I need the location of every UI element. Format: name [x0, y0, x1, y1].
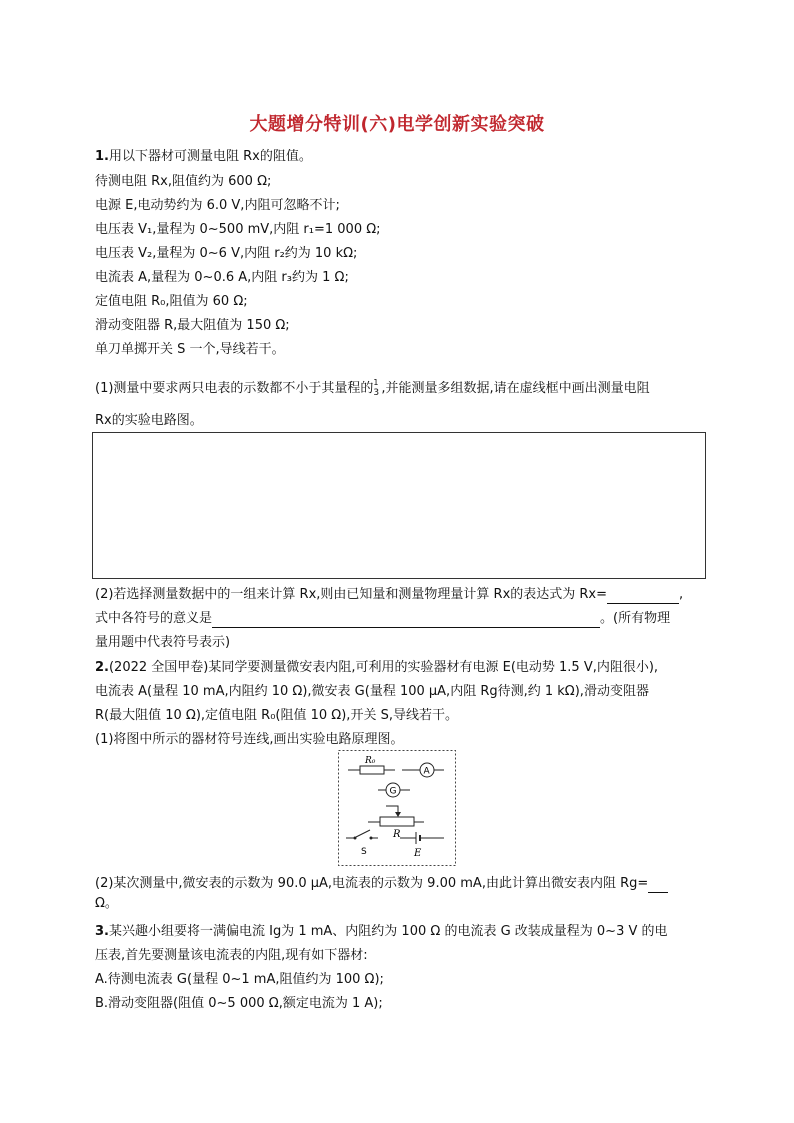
page-title: 大题增分特训(六)电学创新实验突破: [249, 114, 545, 135]
q1-item-3: 电压表 V₁,量程为 0~500 mV,内阻 r₁=1 000 Ω;: [95, 222, 381, 237]
q2-part2-text-a: (2)某次测量中,微安表的示数为 90.0 μA,电流表的示数为 9.00 mA,由此计算出微安表内阻 Rg=: [95, 876, 649, 891]
switch-symbol: [356, 830, 370, 837]
q2-part2-line: [95, 875, 668, 893]
fraction-denominator: 3: [373, 388, 380, 398]
q1-item-5: 电流表 A,量程为 0~0.6 A,内阻 r₃约为 1 Ω;: [95, 270, 349, 285]
q1-part2-text-d: 量用题中代表符号表示): [95, 635, 231, 650]
q2-part2-text-b: Ω。: [95, 896, 118, 911]
q3-number: 3.: [95, 924, 109, 939]
q1-part2-text-a: (2)若选择测量数据中的一组来计算 Rx,则由已知量和测量物理量计算 Rx的表达式为 Rx=: [95, 587, 608, 602]
q2-line-2: 电流表 A(量程 10 mA,内阻约 10 Ω),微安表 G(量程 100 μA,内阻 Rg待测,约 1 kΩ),滑动变阻器: [95, 684, 649, 699]
answer-blank-rg[interactable]: [648, 878, 668, 893]
q1-item-1: 待测电阻 Rx,阻值约为 600 Ω;: [95, 174, 272, 189]
q3-line-1: [95, 923, 668, 941]
r0-label: R₀: [365, 756, 376, 766]
q2-number: 2.: [95, 660, 109, 675]
comma: ,: [679, 587, 684, 602]
q1-part2-line: [95, 586, 683, 604]
q1-item-8: 单刀单掷开关 S 一个,导线若干。: [95, 342, 285, 357]
q1-number: 1.: [95, 149, 109, 164]
q1-part1-text-c: Rx的实验电路图。: [95, 413, 203, 428]
q2-text-1: (2022 全国甲卷)某同学要测量微安表内阻,可利用的实验器材有电源 E(电动势 1.5 V,内阻很小),: [108, 660, 659, 675]
q1-item-7: 滑动变阻器 R,最大阻值为 150 Ω;: [95, 318, 290, 333]
q3-item-b: B.滑动变阻器(阻值 0~5 000 Ω,额定电流为 1 A);: [95, 996, 383, 1011]
q1-item-2: 电源 E,电动势约为 6.0 V,内阻可忽略不计;: [95, 198, 340, 213]
ammeter-label: A: [423, 766, 430, 777]
q1-part1-line: [95, 380, 650, 398]
q1-part1-text-b: ,并能测量多组数据,请在虚线框中画出测量电阻: [381, 381, 650, 396]
rheostat-symbol: [380, 817, 414, 826]
q1-part2-line-2: [95, 610, 670, 628]
q2-line-1: [95, 659, 658, 677]
fraction-one-third: [373, 380, 381, 398]
answer-drawing-box[interactable]: [92, 432, 706, 579]
q3-line-2: 压表,首先要测量该电流表的内阻,现有如下器材:: [95, 948, 368, 963]
q1-item-4: 电压表 V₂,量程为 0~6 V,内阻 r₂约为 10 kΩ;: [95, 246, 358, 261]
q3-item-a: A.待测电流表 G(量程 0~1 mA,阻值约为 100 Ω);: [95, 972, 384, 987]
galvanometer-label: G: [389, 786, 397, 797]
answer-blank-expression[interactable]: [607, 589, 679, 604]
rheostat-label: R: [393, 829, 401, 840]
q3-text-1: 某兴趣小组要将一满偏电流 Ig为 1 mA、内阻约为 100 Ω 的电流表 G 改装成量程为 0~3 V 的电: [108, 924, 668, 939]
fraction-numerator: 1: [373, 378, 379, 387]
answer-blank-meaning[interactable]: [212, 613, 600, 628]
q1-intro: 用以下器材可测量电阻 Rx的阻值。: [108, 149, 312, 164]
q1-part2-text-b: 式中各符号的意义是: [95, 611, 213, 626]
q2-line-3: R(最大阻值 10 Ω),定值电阻 R₀(阻值 10 Ω),开关 S,导线若干。: [95, 708, 458, 723]
q1-part1-text-a: (1)测量中要求两只电表的示数都不小于其量程的: [95, 381, 374, 396]
q1-item-6: 定值电阻 R₀,阻值为 60 Ω;: [95, 294, 248, 309]
circuit-diagram: [338, 750, 456, 866]
r0-resistor-symbol: [360, 766, 384, 774]
battery-label: E: [414, 848, 422, 859]
switch-label: S: [361, 847, 367, 857]
q1-intro-line: [95, 148, 312, 166]
q1-part2-text-c: 。(所有物理: [600, 611, 671, 626]
q2-part1: (1)将图中所示的器材符号连线,画出实验电路原理图。: [95, 732, 404, 747]
